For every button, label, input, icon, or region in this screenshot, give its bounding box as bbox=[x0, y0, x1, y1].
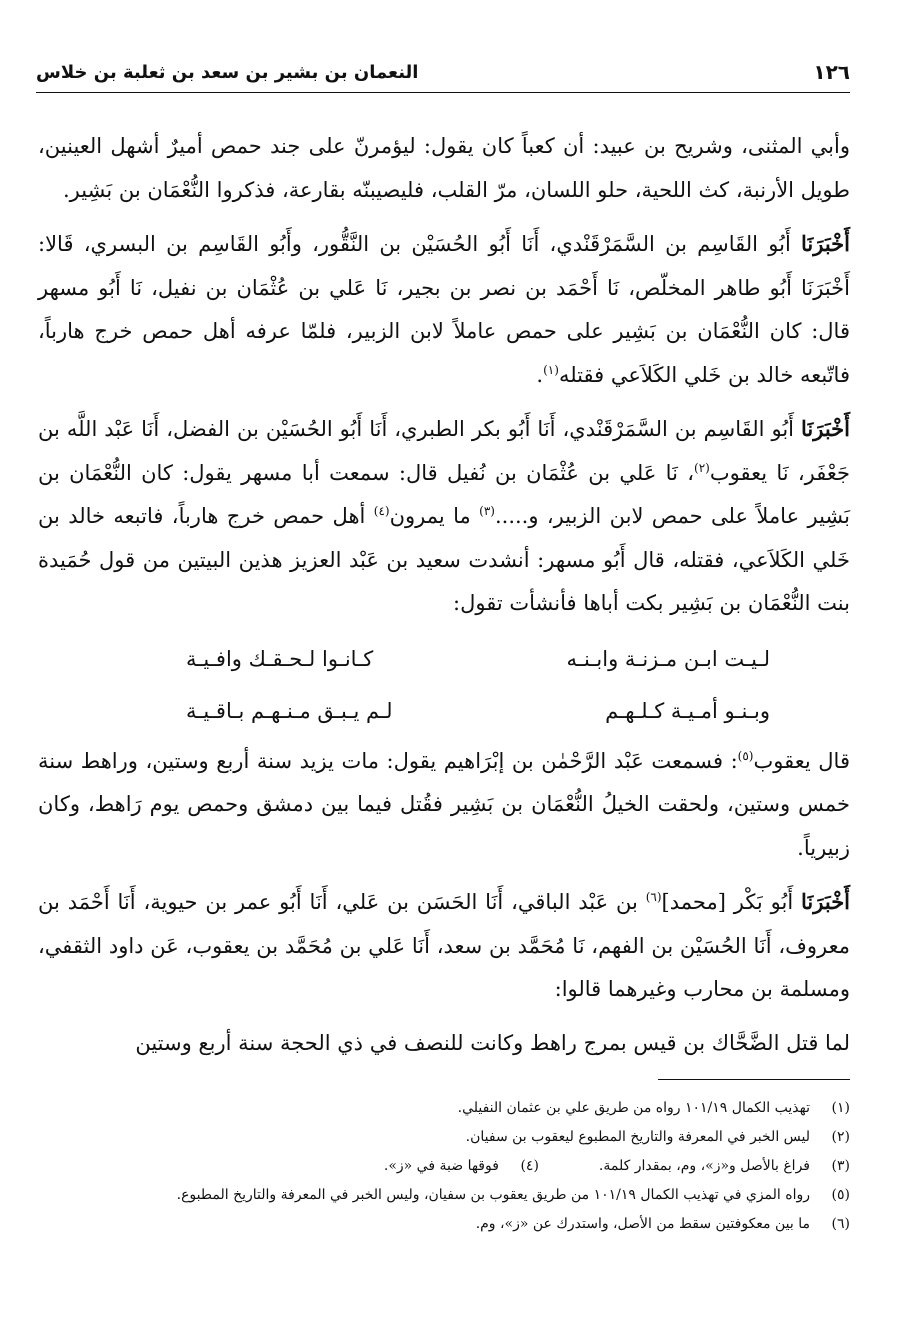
footnote-item bbox=[38, 1181, 850, 1210]
paragraph-text: : فسمعت عَبْد الرَّحْمٰن بن إبْرَاهيم يقول: مات يزيد سنة أربع وستين، وراهط سنة خمس وستين، ولحقت الخيلُ النُّعْمَان بن بَشِير فقُتل فيما بين دمشق وحمص يوم رَاهط، وكان زبيرياً. bbox=[38, 748, 850, 860]
isnad-lead: أَخْبَرَنَا bbox=[801, 889, 851, 914]
main-text bbox=[38, 125, 850, 1075]
footnote-text: تهذيب الكمال ١٠١/١٩ رواه من طريق علي بن عثمان النفيلي. bbox=[457, 1100, 810, 1116]
footnote-ref[interactable]: (١) bbox=[543, 362, 559, 377]
footnote-number: (٢) bbox=[831, 1129, 850, 1145]
paragraph-1 bbox=[38, 125, 850, 212]
footnote-number: (٥) bbox=[831, 1187, 850, 1203]
paragraph-text: ما يمرون bbox=[389, 504, 480, 528]
footnote-ref[interactable]: (٦) bbox=[645, 890, 662, 904]
verse-hemistich-right: لـيـت ابـن مـزنـة وابـنـه bbox=[566, 646, 770, 671]
paragraph-text: أَبُو القَاسِم بن السَّمَرْقَنْدي، أَنَا أَبُو بكر الطبري، أَنَا أَبُو الحُسَيْن بن الفضل، أَنَا عَبْد اللَّه بن جَعْفَر، نَا يعقوب bbox=[38, 417, 850, 485]
footnote-item bbox=[38, 1094, 850, 1123]
running-title: النعمان بن بشير بن سعد بن ثعلبة بن خلاس bbox=[36, 61, 419, 83]
paragraph-3 bbox=[38, 407, 850, 626]
paragraph-5 bbox=[38, 880, 850, 1012]
paragraph-text: أهل حمص خرج هارباً، فاتبعه خالد بن خَلي الكَلاَعي، فقتله، قال أَبُو مسهر: أنشدت سعيد بن عَبْد العزيز هذين البيتين من قول حُمَيدة بنت النُّعْمَان بن بَشِير بكت أباها فأنشأت تقول: bbox=[38, 504, 850, 615]
page-number: ١٢٦ bbox=[813, 60, 850, 84]
verse-hemistich-left: لـم يـبـق مـنـهـم بـاقـيـة bbox=[186, 698, 393, 723]
footnote-row bbox=[38, 1152, 850, 1181]
footnote-item bbox=[38, 1123, 850, 1152]
footnote-ref[interactable]: (٣) bbox=[479, 504, 495, 518]
footnote-text: ليس الخبر في المعرفة والتاريخ المطبوع ليعقوب بن سفيان. bbox=[465, 1129, 810, 1145]
paragraph-text: لما قتل الضَّحَّاك بن قيس بمرج راهط وكانت للنصف في ذي الحجة سنة أربع وستين bbox=[135, 1030, 850, 1055]
paragraph-text: ، نَا عَلي بن عُثْمَان بن نُفيل قال: سمعت أبا مسهر يقول: كان النُّعْمَان بن بَشِير عاملاً على حمص لابن الزبير، و..... bbox=[38, 460, 851, 528]
paragraph-text: أَبُو القَاسِم بن السَّمَرْقَنْدي، أَنَا أَبُو الحُسَيْن بن النَّقُّور، وأَبُو القَاسِم بن البسري، قَالا: أَخْبَرَنَا أَبُو طاهر المخلّص، نَا أَحْمَد بن نصر بن بجير، نَا عَلي بن عُثْمَان بن نفيل، نَا أَبُو مسهر قال: كان النُّعْمَان بن بَشِير على حمص عاملاً لابن الزبير، فلمّا عرفه أهل حمص خرج هارباً، فاتّبعه خالد بن خَلي الكَلاَعي فقتله bbox=[38, 232, 850, 387]
footnote-text: فوقها ضبة في «ز». bbox=[383, 1158, 499, 1174]
paragraph-2 bbox=[38, 222, 850, 397]
footnote-item bbox=[38, 1210, 850, 1239]
paragraph-4 bbox=[38, 740, 850, 871]
verse-hemistich-right: وبـنـو أمـيـة كـلـهـم bbox=[605, 698, 770, 723]
paragraph-6 bbox=[38, 1022, 850, 1066]
footnote-number: (٣) bbox=[831, 1158, 850, 1174]
verse-line-1 bbox=[186, 636, 770, 682]
footnote-number: (١) bbox=[831, 1100, 850, 1116]
paragraph-text: وأبي المثنى، وشريح بن عبيد: أن كعباً كان يقول: ليؤمرنّ على جند حمص أميرٌ أشهل العينين، طويل الأرنبة، كث اللحية، حلو اللسان، مرّ القلب، فليصيبنّه بقارعة، فذكروا النُّعْمَان بن بَشِير. bbox=[38, 134, 850, 202]
footnote-text: ما بين معكوفتين سقط من الأصل، واستدرك عن «ز»، وم. bbox=[475, 1216, 810, 1232]
footnote-number: (٦) bbox=[831, 1216, 850, 1232]
footnote-item bbox=[384, 1152, 539, 1181]
footnote-number: (٤) bbox=[520, 1158, 539, 1174]
footnote-text: رواه المزي في تهذيب الكمال ١٠١/١٩ من طريق يعقوب بن سفيان، وليس الخبر في المعرفة والتاريخ المطبوع. bbox=[176, 1187, 810, 1203]
footnote-ref[interactable]: (٤) bbox=[373, 504, 390, 518]
isnad-lead: أَخْبَرَنَا bbox=[801, 231, 850, 256]
footnote-ref[interactable]: (٥) bbox=[737, 748, 754, 763]
footnote-item bbox=[599, 1152, 850, 1181]
paragraph-text: بن عَبْد الباقي، أَنَا الحَسَن بن عَلي، أَنَا أَبُو عمر بن حيوية، أَنَا أَحْمَد بن معروف، أَنَا الحُسَيْن بن الفهم، نَا مُحَمَّد بن سعد، أَنَا عَلي بن مُحَمَّد بن يعقوب، عَن داود الثقفي، ومسلمة بن محارب وغيرهما قالوا: bbox=[38, 890, 850, 1001]
isnad-lead: أَخْبَرَنَا bbox=[801, 416, 850, 441]
footnote-ref[interactable]: (٢) bbox=[694, 460, 710, 475]
page-header bbox=[36, 52, 850, 93]
verse-hemistich-left: كـانـوا لـحـقـك وافـيـة bbox=[186, 646, 374, 671]
footnote-divider bbox=[658, 1079, 850, 1080]
verse-line-2 bbox=[186, 688, 770, 734]
footnote-text: فراغ بالأصل و«ز»، وم، بمقدار كلمة. bbox=[598, 1158, 810, 1174]
paragraph-tail: . bbox=[536, 362, 544, 387]
footnotes bbox=[38, 1094, 850, 1239]
paragraph-text: أَبُو بَكْر [محمد] bbox=[661, 890, 802, 914]
paragraph-text: قال يعقوب bbox=[753, 748, 850, 773]
